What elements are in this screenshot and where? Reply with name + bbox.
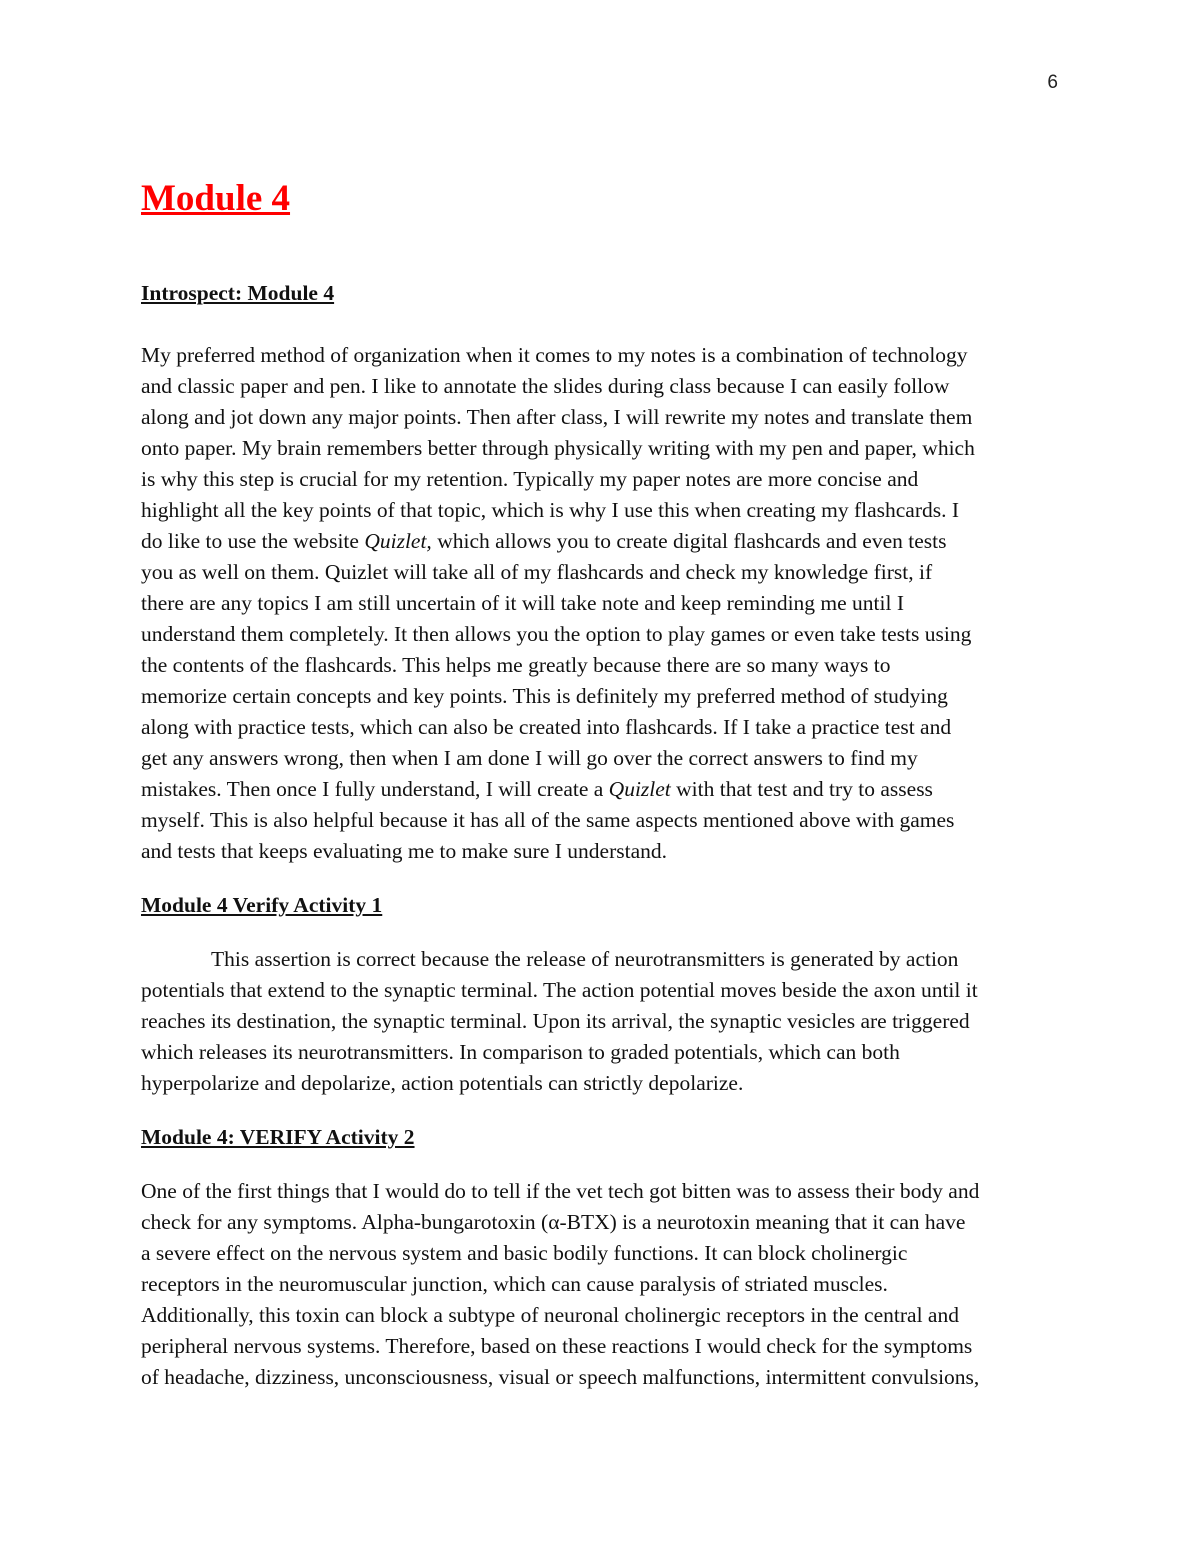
text-line: along and jot down any major points. Then after class, I will rewrite my notes and translate them [141, 405, 973, 429]
text-line: highlight all the key points of that topic, which is why I use this when creating my flashcards. I [141, 498, 960, 522]
text-line: hyperpolarize and depolarize, action potentials can strictly depolarize. [141, 1071, 744, 1095]
verify-1-paragraph [141, 944, 1061, 1099]
text-line: check for any symptoms. Alpha-bungarotoxin (α-BTX) is a neurotoxin meaning that it can have [141, 1210, 966, 1234]
verify-2-paragraph [141, 1176, 1061, 1393]
text-line: and classic paper and pen. I like to annotate the slides during class because I can easily follow [141, 374, 950, 398]
quizlet-italic: Quizlet [608, 777, 671, 801]
text-fragment: mistakes. Then once I fully understand, I will create a [141, 777, 609, 801]
text-line: Additionally, this toxin can block a subtype of neuronal cholinergic receptors in the central and [141, 1303, 959, 1327]
text-fragment: with that test and try to assess [670, 777, 933, 801]
page-number: 6 [1047, 72, 1058, 93]
text-line: understand them completely. It then allows you the option to play games or even take tests using [141, 622, 972, 646]
text-line: reaches its destination, the synaptic terminal. Upon its arrival, the synaptic vesicles are triggered [141, 1009, 970, 1033]
text-line: memorize certain concepts and key points. This is definitely my preferred method of studying [141, 684, 948, 708]
text-line: onto paper. My brain remembers better through physically writing with my pen and paper, which [141, 436, 975, 460]
text-line: receptors in the neuromuscular junction, which can cause paralysis of striated muscles. [141, 1272, 888, 1296]
text-line: of headache, dizziness, unconsciousness, visual or speech malfunctions, intermittent convulsions, [141, 1365, 980, 1389]
text-line: peripheral nervous systems. Therefore, based on these reactions I would check for the symptoms [141, 1334, 973, 1358]
text-line [141, 526, 1061, 557]
text-line: there are any topics I am still uncertain of it will take note and keep reminding me until I [141, 591, 905, 615]
section-heading-introspect: Introspect: Module 4 [141, 281, 335, 305]
section-heading-verify-1: Module 4 Verify Activity 1 [141, 893, 383, 917]
text-line: which releases its neurotransmitters. In comparison to graded potentials, which can both [141, 1040, 900, 1064]
text-line: you as well on them. Quizlet will take all of my flashcards and check my knowledge first, if [141, 560, 933, 584]
text-line: along with practice tests, which can also be created into flashcards. If I take a practice test and [141, 715, 952, 739]
text-line: potentials that extend to the synaptic terminal. The action potential moves beside the axon until it [141, 978, 978, 1002]
quizlet-italic: Quizlet, [364, 529, 432, 553]
introspect-paragraph [141, 340, 1061, 867]
text-line: This assertion is correct because the release of neurotransmitters is generated by action [211, 947, 959, 971]
text-line: a severe effect on the nervous system and basic bodily functions. It can block cholinergic [141, 1241, 908, 1265]
text-line [141, 774, 1061, 805]
text-fragment: which allows you to create digital flashcards and even tests [431, 529, 947, 553]
text-line: My preferred method of organization when it comes to my notes is a combination of technology [141, 343, 968, 367]
text-line: and tests that keeps evaluating me to make sure I understand. [141, 839, 667, 863]
text-fragment: do like to use the website [141, 529, 365, 553]
module-title: Module 4 [141, 178, 291, 219]
document-body [141, 170, 1061, 1393]
section-heading-verify-2: Module 4: VERIFY Activity 2 [141, 1125, 415, 1149]
text-line: the contents of the flashcards. This helps me greatly because there are so many ways to [141, 653, 891, 677]
text-line: is why this step is crucial for my retention. Typically my paper notes are more concise and [141, 467, 919, 491]
text-line: get any answers wrong, then when I am done I will go over the correct answers to find my [141, 746, 918, 770]
text-line: myself. This is also helpful because it has all of the same aspects mentioned above with games [141, 808, 955, 832]
text-line: One of the first things that I would do to tell if the vet tech got bitten was to assess their body and [141, 1179, 980, 1203]
